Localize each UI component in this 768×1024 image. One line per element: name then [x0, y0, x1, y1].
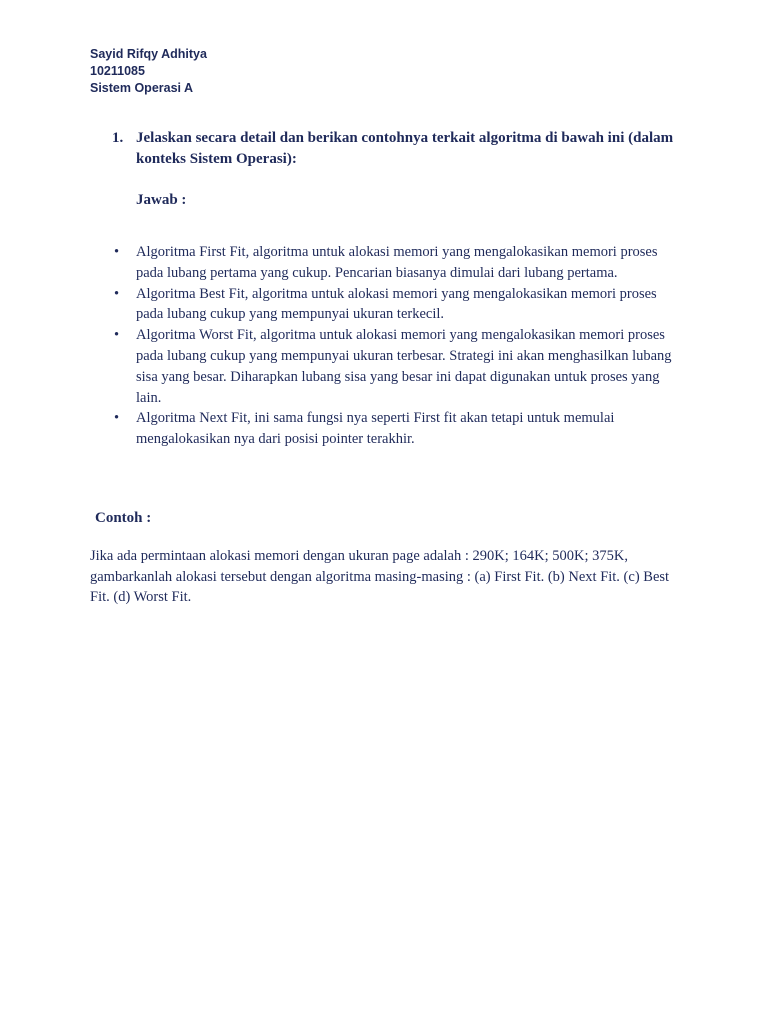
list-item-text: Algoritma Best Fit, algoritma untuk alokasi memori yang mengalokasikan memori proses pada lubang cukup yang mempunyai ukuran terkecil.	[136, 285, 657, 323]
answer-label: Jawab :	[136, 192, 187, 208]
list-item-first-fit	[112, 242, 682, 284]
list-item-text: Algoritma First Fit, algoritma untuk alokasi memori yang mengalokasikan memori proses pada lubang pertama yang cukup. Pencarian biasanya dimulai dari lubang pertama.	[136, 244, 658, 281]
bullet-icon: •	[114, 410, 120, 427]
bullet-icon: •	[114, 244, 120, 260]
question-number: 1.	[112, 130, 124, 146]
example-paragraph: Jika ada permintaan alokasi memori dengan ukuran page adalah : 290K; 164K; 500K; 375K, gambarkanlah alokasi tersebut dengan algoritma masing-masing : (a) First Fit. (b) Next Fit. (c) Best Fit. (d) Worst Fit.	[90, 548, 670, 605]
bullet-icon: •	[114, 327, 120, 344]
list-item-best-fit	[112, 284, 682, 326]
list-item-text: Algoritma Worst Fit, algoritma untuk alokasi memori yang mengalokasikan memori proses pada lubang cukup yang mempunyai ukuran terbesar. Strategi ini akan menghasilkan lubang sisa yang besar. Diharapkan lubang sisa yang besar ini dapat digunakan untuk proses yang lain.	[136, 327, 672, 406]
author-header	[90, 46, 207, 97]
question-text: Jelaskan secara detail dan berikan contohnya terkait algoritma di bawah ini (dalam konteks Sistem Operasi):	[136, 130, 674, 167]
course-name: Sistem Operasi A	[90, 81, 194, 95]
question-1	[112, 128, 692, 170]
algorithm-list	[112, 242, 682, 450]
example-heading: Contoh :	[95, 510, 152, 526]
list-item-worst-fit	[112, 325, 682, 408]
list-item-text: Algoritma Next Fit, ini sama fungsi nya seperti First fit akan tetapi untuk memulai mengalokasikan nya dari posisi pointer terakhir.	[136, 410, 615, 448]
author-name: Sayid Rifqy Adhitya	[90, 47, 207, 61]
student-id: 10211085	[90, 64, 145, 78]
bullet-icon: •	[114, 285, 120, 302]
list-item-next-fit	[112, 408, 682, 450]
